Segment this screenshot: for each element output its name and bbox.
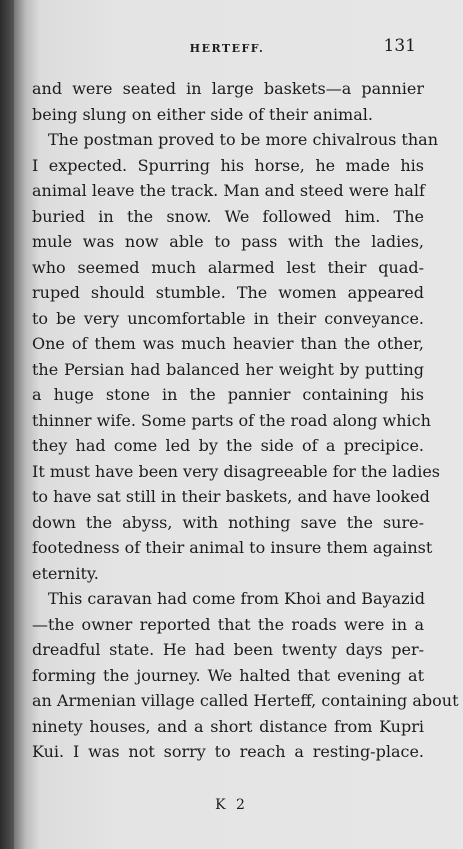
text-line: Kui. I was not sorry to reach a resting-place. — [32, 742, 424, 761]
text-line: who seemed much alarmed lest their quad- — [32, 257, 424, 277]
text-line: they had come led by the side of a precipice. — [32, 436, 424, 455]
text-line: to be very uncomfortable in their conveyance. — [32, 308, 424, 328]
text-line: forming the journey. We halted that evening at — [32, 665, 424, 685]
text-line: —the owner reported that the roads were in a — [32, 614, 424, 634]
text-line: buried in the snow. We followed him. The — [32, 206, 424, 226]
text-line: It must have been very disagreeable for the ladies — [32, 461, 440, 481]
text-line: ninety houses, and a short distance from Kupri — [32, 716, 424, 736]
text-line: footedness of their animal to insure them against — [32, 538, 433, 557]
text-line: an Armenian village called Herteff, containing about — [32, 691, 459, 710]
text-line: a huge stone in the pannier containing his — [32, 385, 424, 404]
text-line: mule was now able to pass with the ladies, — [32, 232, 424, 251]
text-line: the Persian had balanced her weight by putting — [32, 359, 424, 379]
body-text — [32, 76, 459, 765]
text-line: ruped should stumble. The women appeared — [32, 283, 424, 302]
text-line: The postman proved to be more chivalrous than — [48, 130, 438, 149]
text-line: This caravan had come from Khoi and Bayazid — [48, 589, 425, 608]
running-head: HERTEFF. — [189, 42, 265, 55]
text-line: I expected. Spurring his horse, he made his — [32, 155, 424, 175]
text-line: to have sat still in their baskets, and have looked — [32, 487, 430, 506]
text-line: and were seated in large baskets—a pannier — [32, 79, 424, 98]
text-line: being slung on either side of their animal. — [32, 104, 373, 124]
text-line: One of them was much heavier than the other, — [32, 334, 424, 353]
text-line: thinner wife. Some parts of the road along which — [32, 410, 431, 430]
text-line: dreadful state. He had been twenty days per- — [32, 640, 424, 659]
book-spine-shadow — [0, 0, 14, 849]
signature-mark: K 2 — [215, 797, 248, 813]
page-number: 131 — [383, 36, 416, 56]
text-line: eternity. — [32, 563, 99, 583]
page-header — [36, 36, 418, 60]
text-line: down the abyss, with nothing save the sure- — [32, 512, 424, 532]
text-line: animal leave the track. Man and steed were half — [32, 181, 425, 200]
